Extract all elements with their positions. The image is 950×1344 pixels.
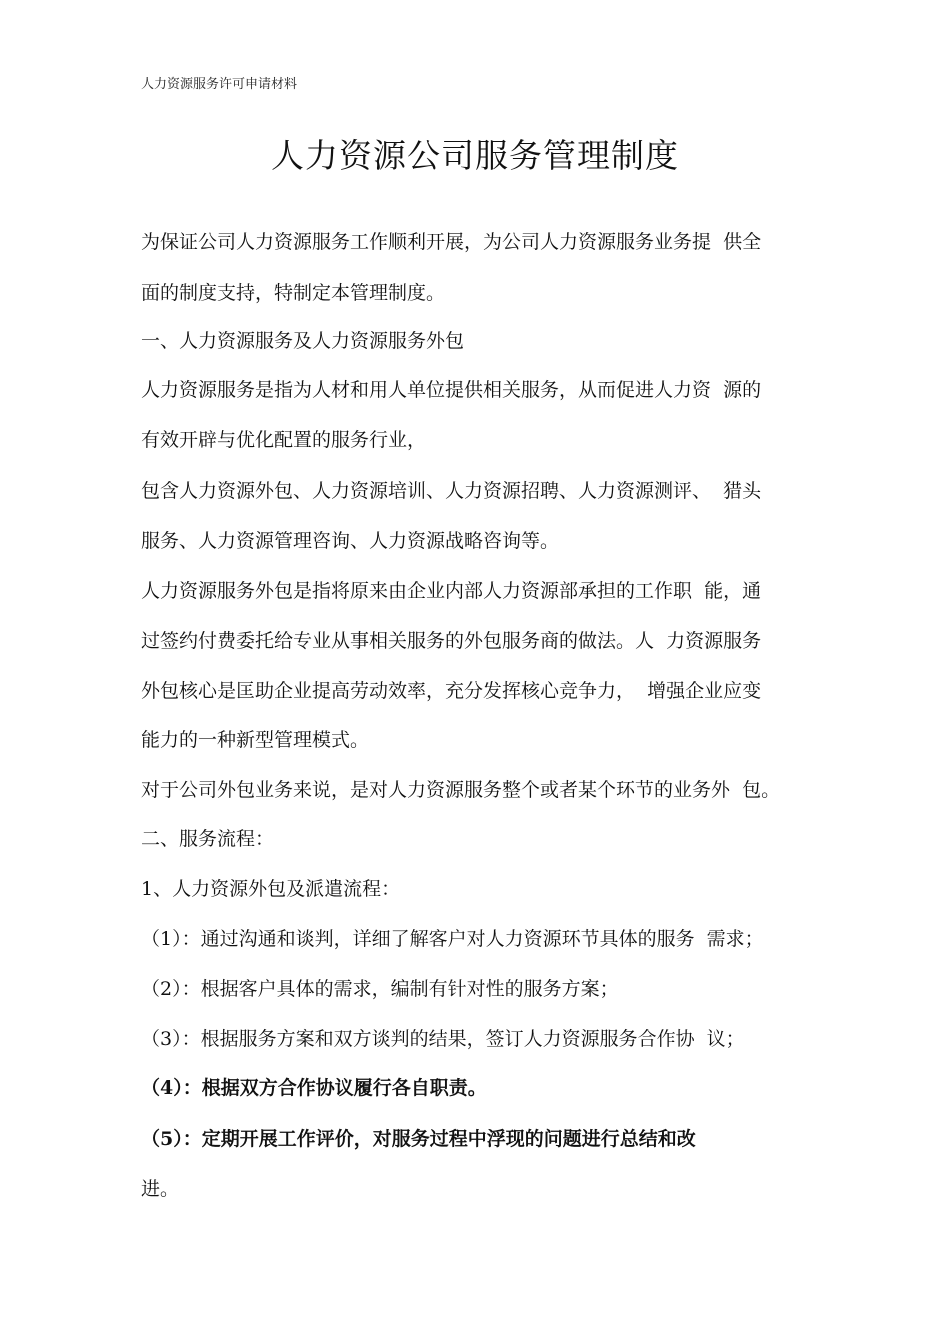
paragraph-line: 有效开辟与优化配置的服务行业， bbox=[141, 429, 427, 451]
paragraph-line: 过签约付费委托给专业从事相关服务的外包服务商的做法。人 力资源服务 bbox=[141, 630, 762, 652]
list-item: （5）：定期开展工作评价，对服务过程中浮现的问题进行总结和改 bbox=[141, 1128, 696, 1150]
paragraph-line: 为保证公司人力资源服务工作顺利开展，为公司人力资源服务业务提 供全 bbox=[141, 231, 762, 253]
list-item: （1）：通过沟通和谈判，详细了解客户对人力资源环节具体的服务 需求； bbox=[141, 928, 764, 950]
list-item: （4）：根据双方合作协议履行各自职责。 bbox=[141, 1077, 487, 1099]
section-heading: 二、服务流程： bbox=[141, 828, 275, 850]
document-title: 人力资源公司服务管理制度 bbox=[271, 136, 679, 175]
paragraph-line: 人力资源服务是指为人材和用人单位提供相关服务，从而促进人力资 源的 bbox=[141, 379, 762, 401]
section-heading: 一、人力资源服务及人力资源服务外包 bbox=[141, 330, 465, 352]
paragraph-line: 服务、人力资源管理咨询、人力资源战略咨询等。 bbox=[141, 530, 560, 552]
subsection-heading: 1、人力资源外包及派遣流程： bbox=[141, 878, 401, 900]
paragraph-line: 面的制度支持，特制定本管理制度。 bbox=[141, 282, 446, 304]
paragraph-line: 进。 bbox=[141, 1178, 180, 1200]
list-item: （3）：根据服务方案和双方谈判的结果，签订人力资源服务合作协 议； bbox=[141, 1028, 745, 1050]
header-note: 人力资源服务许可申请材料 bbox=[141, 77, 298, 92]
list-item: （2）：根据客户具体的需求，编制有针对性的服务方案； bbox=[141, 978, 619, 1000]
paragraph-line: 能力的一种新型管理模式。 bbox=[141, 729, 370, 751]
paragraph-line: 包含人力资源外包、人力资源培训、人力资源招聘、人力资源测评、 猎头 bbox=[141, 480, 762, 502]
paragraph-line: 人力资源服务外包是指将原来由企业内部人力资源部承担的工作职 能，通 bbox=[141, 580, 762, 602]
paragraph-line: 外包核心是匡助企业提高劳动效率，充分发挥核心竞争力， 增强企业应变 bbox=[141, 680, 762, 702]
paragraph-line: 对于公司外包业务来说，是对人力资源服务整个或者某个环节的业务外 包。 bbox=[141, 779, 781, 801]
